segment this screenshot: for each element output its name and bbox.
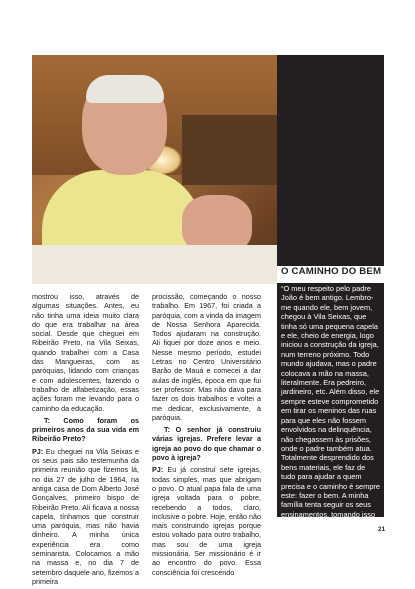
question: T: O senhor já construiu várias igrejas. Prefere levar a igreja ao povo do que chamar o povo à igreja? [152, 425, 261, 463]
article-column-2 [152, 292, 261, 580]
question: T: Como foram os primeiros anos da sua vida em Ribeirão Preto? [32, 415, 139, 444]
paragraph: procissão, começando o nosso trabalho. Em 1967, foi criada a paróquia, com a vinda da imagem de Nossa Senhora Aparecida. Todos ajudaram na construção. Ali fiquei por doze anos e meio. Nesse mesmo período, estudei Letras no Centro Universitário Barão de Mauá e comecei a dar aulas de inglês, época em que fui ser professor. Mas não dava para fazer os dois trabalhos e voltei a me dedicar, exclusivamente, à paróquia. [152, 292, 261, 422]
page-number: 21 [378, 526, 386, 533]
speaker-initials: PJ: [32, 446, 44, 456]
speaker-initials: PJ: [152, 465, 164, 475]
quote-author-role: empresária [341, 556, 381, 566]
sidebar-quote [281, 284, 381, 566]
answer-text: Eu cheguei na Vila Seixas e os seus pais são testemunha da primeira reunião que fizemos lá, no dia 27 de julho de 1964, na antiga casa de Dom Alberto José Gonçalves, primeiro bispo de Ribeirão Preto. Ali ficava a nossa capela, tínhamos que construir uma paróquia, mas não havia dinheiro. A minha única experiência era como seminarista. Colocamos a mão na massa e, no dia 7 de setembro daquele ano, fizemos a primeira [32, 446, 139, 586]
answer [152, 465, 261, 577]
paragraph: mostrou isso, através de algumas situações. Antes, eu não tinha uma ideia muito clara do que era trabalhar na área social. Desde que cheguei em Ribeirão Preto, na Vila Seixas, quando trabalhei com a Casa das Mangueiras, com as paróquias, lidando com crianças e com adolescentes, fazendo o trabalho de alfabetização, essas ações foram me levando para o caminho da educação. [32, 292, 139, 413]
answer [32, 447, 139, 586]
quote-author: Tomie Sakamoto, [281, 556, 342, 566]
sidebar-title: O CAMINHO DO BEM [281, 266, 382, 277]
quote-text: “O meu respeito pelo padre João é bem antigo. Lembro-me quando ele, bem jovem, chegou à Vila Seixas, que tinha só uma pequena capela e ele, cheio de energia, logo iniciou a construção da igreja, num terreno próximo. Todo mundo ajudava, mas o padre colocava a mão na massa, literalmente. Era pedreiro, jardineiro, etc. Além disso, ele sempre esteve comprometido em tirar os meninos das ruas para que eles não fossem envolvidos na delinquência, não chegassem às prisões, onde o padre também atua. Totalmente desprendido dos bens materiais, ele faz de tudo para ajudar a quem precisa e o caminho é sempre este: fazer o bem. A minha família tenta seguir os seus ensinamentos, tomando isso como base. Padre João não tem só a minha admiração, também possui o respeito da sociedade de Ribeirão Preto”. [281, 284, 381, 557]
article-column-1 [32, 292, 139, 589]
answer-text: Eu já construí sete igrejas, todas simples, mas que abrigam o povo. O atual papa fala de uma igreja voltada para o pobre, recebendo a todos, claro, inclusive o pobre. Hoje, então não mais construindo igrejas porque estou voltado para outro trabalho, mas sou de uma igreja missionária. Ser missionário é ir ao encontro do povo. Essa consciência foi crescendo [152, 465, 261, 577]
